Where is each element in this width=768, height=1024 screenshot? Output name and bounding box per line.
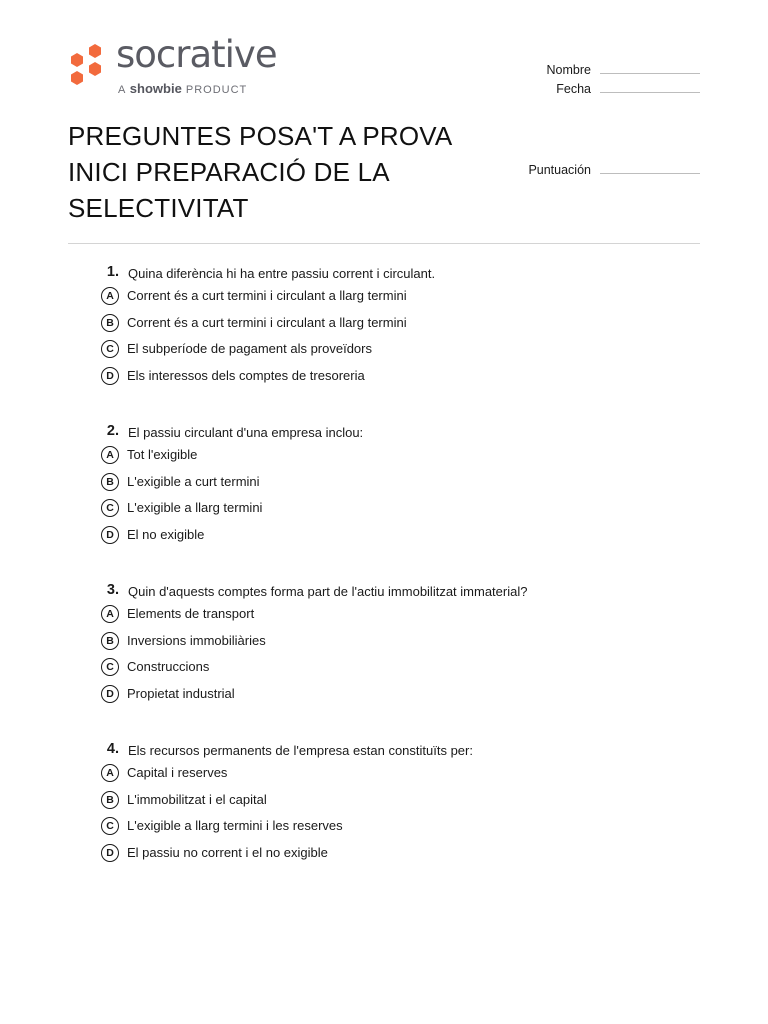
option-letter-badge[interactable]: C (101, 817, 119, 835)
option-letter-badge[interactable]: C (101, 658, 119, 676)
score-label: Puntuación (528, 163, 591, 177)
option-c[interactable] (100, 498, 700, 525)
option-letter-badge[interactable]: D (101, 685, 119, 703)
option-text: El passiu no corrent i el no exigible (127, 844, 328, 860)
option-text: Els interessos dels comptes de tresoreria (127, 367, 365, 383)
option-letter-badge[interactable]: D (101, 367, 119, 385)
question-3 (100, 584, 700, 710)
option-d[interactable] (100, 684, 700, 711)
option-text: Propietat industrial (127, 685, 235, 701)
option-letter-badge[interactable]: B (101, 791, 119, 809)
option-text: L'exigible a llarg termini (127, 500, 263, 516)
option-a[interactable] (100, 763, 700, 790)
option-text: Tot l'exigible (127, 447, 198, 462)
option-text: Inversions immobiliàries (127, 632, 266, 648)
option-text: Construccions (127, 659, 210, 675)
date-label: Fecha (556, 82, 591, 96)
option-c[interactable] (100, 816, 700, 843)
option-letter-badge[interactable]: C (101, 499, 119, 517)
question-number: 4. (106, 741, 119, 757)
logo-tagline (118, 82, 247, 96)
question-text: Quin d'aquests comptes forma part de l'actiu immobilitzat immaterial? (128, 584, 528, 599)
question-number: 1. (106, 264, 119, 280)
question-header (100, 266, 700, 286)
question-header (100, 425, 700, 445)
question-text: Els recursos permanents de l'empresa estan constituïts per: (128, 743, 473, 758)
title-line-2: INICI PREPARACIÓ DE LA (68, 157, 390, 187)
option-letter-badge[interactable]: B (101, 473, 119, 491)
logo-tagline-prefix: A (118, 84, 126, 96)
option-text: L'exigible a llarg termini i les reserves (127, 818, 343, 834)
header-divider (68, 243, 700, 244)
option-text: L'exigible a curt termini (127, 473, 260, 489)
option-b[interactable] (100, 631, 700, 658)
option-b[interactable] (100, 472, 700, 499)
logo-tagline-brand: showbie (129, 81, 182, 96)
date-field[interactable] (556, 82, 700, 96)
option-letter-badge[interactable]: D (101, 844, 119, 862)
socrative-logo (68, 33, 298, 98)
option-letter-badge[interactable]: A (101, 764, 119, 782)
option-letter-badge[interactable]: A (101, 605, 119, 623)
option-a[interactable] (100, 286, 700, 313)
title-line-3: SELECTIVITAT (68, 193, 249, 223)
logo-tagline-suffix: PRODUCT (185, 84, 248, 96)
question-number: 2. (106, 423, 119, 439)
question-1 (100, 266, 700, 392)
question-2 (100, 425, 700, 551)
option-text: Elements de transport (127, 606, 255, 621)
question-text: Quina diferència hi ha entre passiu corrent i circulant. (128, 266, 436, 281)
score-field[interactable] (528, 163, 700, 177)
option-text: Corrent és a curt termini i circulant a llarg termini (127, 288, 407, 303)
option-text: L'immobilitzat i el capital (127, 791, 267, 807)
question-number: 3. (106, 582, 119, 598)
option-c[interactable] (100, 657, 700, 684)
option-text: Capital i reserves (127, 765, 228, 780)
title-line-1: PREGUNTES POSA'T A PROVA (68, 121, 453, 151)
option-letter-badge[interactable]: B (101, 632, 119, 650)
name-field[interactable] (547, 63, 700, 77)
hexagon-logo-icon (68, 43, 106, 95)
option-a[interactable] (100, 604, 700, 631)
option-b[interactable] (100, 790, 700, 817)
question-4 (100, 743, 700, 869)
question-header (100, 743, 700, 763)
score-line[interactable] (600, 173, 700, 174)
question-header (100, 584, 700, 604)
option-text: El subperíode de pagament als proveïdors (127, 341, 372, 357)
option-letter-badge[interactable]: B (101, 314, 119, 332)
logo-wordmark: socrative (116, 33, 277, 76)
option-d[interactable] (100, 843, 700, 870)
page-title (68, 118, 508, 226)
option-d[interactable] (100, 525, 700, 552)
option-letter-badge[interactable]: A (101, 446, 119, 464)
question-text: El passiu circulant d'una empresa inclou: (128, 425, 364, 440)
option-text: El no exigible (127, 526, 205, 542)
option-letter-badge[interactable]: C (101, 340, 119, 358)
name-line[interactable] (600, 73, 700, 74)
option-text: Corrent és a curt termini i circulant a llarg termini (127, 314, 407, 330)
option-d[interactable] (100, 366, 700, 393)
date-line[interactable] (600, 92, 700, 93)
option-a[interactable] (100, 445, 700, 472)
name-label: Nombre (546, 63, 591, 77)
option-c[interactable] (100, 339, 700, 366)
option-letter-badge[interactable]: D (101, 526, 119, 544)
option-b[interactable] (100, 313, 700, 340)
option-letter-badge[interactable]: A (101, 287, 119, 305)
